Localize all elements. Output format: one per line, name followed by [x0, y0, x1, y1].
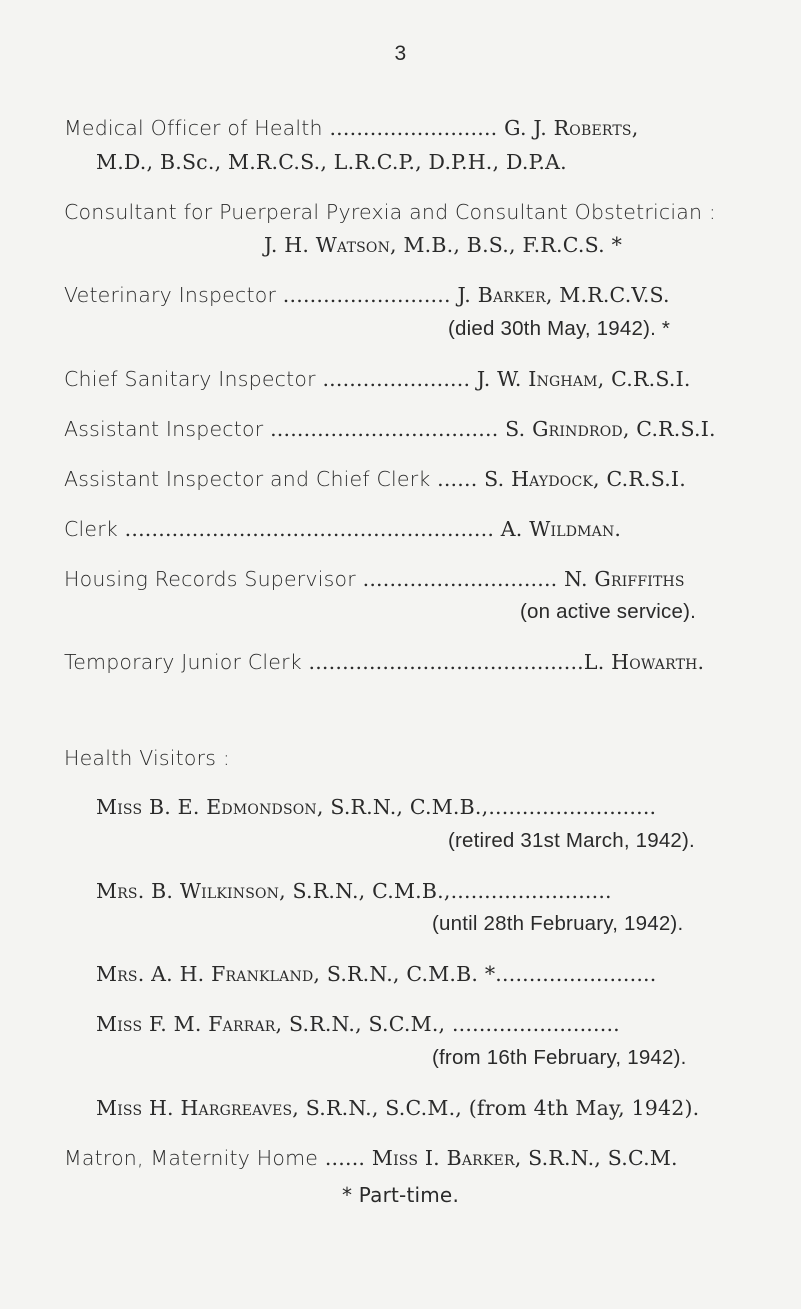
vet-label: Veterinary Inspector — [64, 283, 283, 307]
moh-name: G. J. Roberts, — [504, 116, 639, 140]
aicc-line — [64, 467, 686, 491]
aicc-label: Assistant Inspector and Chief Clerk — [64, 467, 438, 491]
aicc-name: S. Haydock, — [484, 467, 600, 491]
footnote: * Part-time. — [342, 1183, 459, 1207]
hv1-dots: ......................... — [488, 795, 657, 819]
matron-label: Matron, Maternity Home — [64, 1146, 325, 1170]
hv5-name: Miss H. Hargreaves, — [96, 1096, 300, 1120]
hv2-line — [96, 879, 612, 903]
csi-quals: C.R.S.I. — [611, 367, 691, 391]
hrs-note: (on active service). — [520, 600, 697, 623]
vet-quals: M.R.C.V.S. — [559, 283, 670, 307]
hv2-quals: S.R.N., C.M.B., — [292, 879, 451, 903]
page-number: 3 — [394, 42, 407, 65]
tjc-dots: ......................................... — [308, 650, 584, 674]
hv5-line — [96, 1096, 699, 1120]
matron-quals: S.R.N., S.C.M. — [528, 1146, 678, 1170]
clerk-name: A. Wildman. — [500, 517, 622, 541]
hv1-quals: S.R.N., C.M.B., — [330, 795, 489, 819]
vet-line — [64, 283, 670, 307]
hv4-dots: ......................... — [451, 1012, 620, 1036]
hv1-name: Miss B. E. Edmondson, — [96, 795, 324, 819]
moh-label: Medical Officer of Health — [64, 116, 330, 140]
hv3-name: Mrs. A. H. Frankland, — [96, 962, 321, 986]
ai-name: S. Grindrod, — [505, 417, 630, 441]
hv5-quals: S.R.N., S.C.M., (from 4th May, 1942). — [305, 1096, 700, 1120]
csi-line — [64, 367, 691, 391]
ai-line — [64, 417, 716, 441]
hv2-dots: ........................ — [450, 879, 612, 903]
hrs-line — [64, 567, 685, 591]
tjc-label: Temporary Junior Clerk — [64, 650, 309, 674]
hv2-name: Mrs. B. Wilkinson, — [96, 879, 286, 903]
consultant-name: J. H. Watson, — [264, 233, 397, 257]
ai-dots: .................................. — [270, 417, 499, 441]
hrs-dots: ............................. — [362, 567, 558, 591]
hv4-line — [96, 1012, 620, 1036]
hrs-label: Housing Records Supervisor — [64, 567, 363, 591]
hv1-note: (retired 31st March, 1942). — [448, 829, 695, 852]
hrs-name: N. Griffiths — [564, 567, 685, 591]
csi-name: J. W. Ingham, — [476, 367, 605, 391]
csi-dots: ...................... — [322, 367, 471, 391]
vet-dots: ......................... — [282, 283, 451, 307]
hv4-note: (from 16th February, 1942). — [432, 1046, 687, 1069]
moh-line — [64, 116, 638, 140]
vet-name: J. Barker, — [457, 283, 553, 307]
hv3-dots: ........................ — [495, 962, 657, 986]
hv4-name: Miss F. M. Farrar, — [96, 1012, 283, 1036]
ai-label: Assistant Inspector — [64, 417, 271, 441]
clerk-dots: ....................................................... — [124, 517, 495, 541]
hv3-quals: S.R.N., C.M.B. * — [326, 962, 496, 986]
consultant-label: Consultant for Puerperal Pyrexia and Consultant Obstetrician : — [64, 200, 716, 224]
aicc-dots: ...... — [437, 467, 478, 491]
matron-dots: ...... — [324, 1146, 366, 1170]
clerk-line — [64, 517, 621, 541]
tjc-name: L. Howarth. — [583, 650, 705, 674]
hv3-line — [96, 962, 657, 986]
hv2-note: (until 28th February, 1942). — [432, 912, 684, 935]
matron-line — [64, 1146, 678, 1170]
consultant-quals: M.B., B.S., F.R.C.S. * — [403, 233, 623, 257]
consultant-line — [264, 233, 622, 257]
moh-dots: ......................... — [329, 116, 498, 140]
tjc-line — [64, 650, 704, 674]
health-visitors-heading: Health Visitors : — [64, 746, 230, 770]
aicc-quals: C.R.S.I. — [606, 467, 686, 491]
matron-name: Miss I. Barker, — [371, 1146, 522, 1170]
clerk-label: Clerk — [64, 517, 125, 541]
ai-quals: C.R.S.I. — [636, 417, 716, 441]
hv1-line — [96, 795, 656, 819]
csi-label: Chief Sanitary Inspector — [64, 367, 323, 391]
moh-quals: M.D., B.Sc., M.R.C.S., L.R.C.P., D.P.H., D.P.A. — [96, 150, 567, 174]
hv4-quals: S.R.N., S.C.M., — [288, 1012, 452, 1036]
vet-note: (died 30th May, 1942). * — [448, 317, 671, 340]
